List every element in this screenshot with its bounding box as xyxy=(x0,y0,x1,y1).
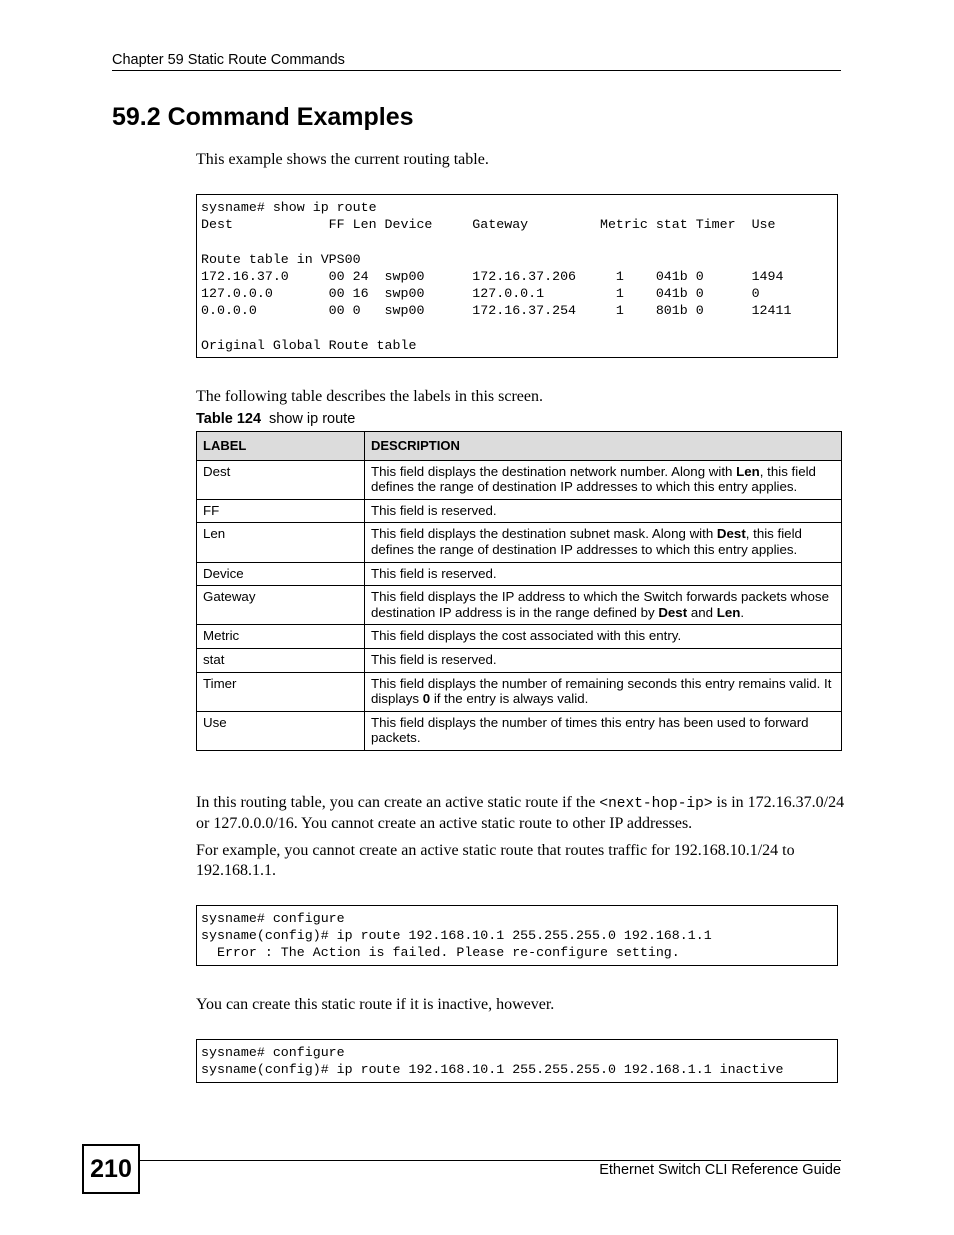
guide-title: Ethernet Switch CLI Reference Guide xyxy=(599,1162,841,1178)
row-label: Timer xyxy=(197,672,365,711)
chapter-header: Chapter 59 Static Route Commands xyxy=(112,52,841,71)
row-label: Len xyxy=(197,523,365,562)
table-row xyxy=(197,672,842,711)
page-number: 210 xyxy=(82,1144,140,1194)
table-row xyxy=(197,562,842,586)
row-label: Use xyxy=(197,711,365,750)
table-caption xyxy=(196,411,355,427)
routing-explanation-text: In this routing table, you can create an active static route if the <next-hop-ip> is in 172.16.37.0/24 or 127.0.0.0/16. You cannot create an active static route to other IP addresses. xyxy=(196,794,845,832)
example-text: For example, you cannot create an active static route that routes traffic for 192.168.10.1/24 to 192.168.1.1. xyxy=(196,842,795,879)
row-label: Metric xyxy=(197,625,365,649)
row-description: This field displays the destination network number. Along with Len, this field defines the range of destination IP addresses to which this entry applies. xyxy=(365,460,842,499)
table-row xyxy=(197,523,842,562)
label-column-header: LABEL xyxy=(197,432,365,461)
table-row xyxy=(197,648,842,672)
row-description: This field is reserved. xyxy=(365,648,842,672)
table-header-row xyxy=(197,432,842,461)
row-label: Gateway xyxy=(197,586,365,625)
row-label: Device xyxy=(197,562,365,586)
row-description: This field displays the cost associated with this entry. xyxy=(365,625,842,649)
row-description: This field displays the number of times this entry has been used to forward packets. xyxy=(365,711,842,750)
table-row xyxy=(197,460,842,499)
intro-text: This example shows the current routing table. xyxy=(196,151,489,168)
table-intro-text: The following table describes the labels in this screen. xyxy=(196,388,544,405)
table-row xyxy=(197,625,842,649)
row-description: This field displays the IP address to which the Switch forwards packets whose destination IP address is in the range defined by Dest and Len. xyxy=(365,586,842,625)
row-label: Dest xyxy=(197,460,365,499)
row-description: This field displays the number of remaining seconds this entry remains valid. It displays 0 if the entry is always valid. xyxy=(365,672,842,711)
description-column-header: DESCRIPTION xyxy=(365,432,842,461)
table-caption-title: show ip route xyxy=(269,411,356,427)
section-title: 59.2 Command Examples xyxy=(112,103,414,131)
row-label: FF xyxy=(197,499,365,523)
table-caption-label: Table 124 xyxy=(196,411,262,427)
code-block-configure-error: sysname# configure sysname(config)# ip route 192.168.10.1 255.255.255.0 192.168.1.1 Error : The Action is failed. Please re-configure setting. xyxy=(196,905,838,966)
table-row xyxy=(197,499,842,523)
row-label: stat xyxy=(197,648,365,672)
code-block-show-ip-route: sysname# show ip route Dest FF Len Device Gateway Metric stat Timer Use Route table in VPS00 172.16.37.0 00 24 swp00 172.16.37.206 1 041b 0 1494 127.0.0.0 00 16 swp00 127.0.0.1 1 041b 0 0 0.0.0.0 00 0 swp00 172.16.37.254 1 801b 0 12411 Original Global Route table xyxy=(196,194,838,358)
next-hop-ip-code: <next-hop-ip> xyxy=(599,796,713,812)
table-row xyxy=(197,711,842,750)
label-description-table xyxy=(196,431,842,751)
row-description: This field is reserved. xyxy=(365,562,842,586)
inactive-route-text: You can create this static route if it is inactive, however. xyxy=(196,996,555,1013)
code-block-configure-inactive: sysname# configure sysname(config)# ip route 192.168.10.1 255.255.255.0 192.168.1.1 inactive xyxy=(196,1039,838,1083)
table-row xyxy=(197,586,842,625)
row-description: This field displays the destination subnet mask. Along with Dest, this field defines the range of destination IP addresses to which this entry applies. xyxy=(365,523,842,562)
row-description: This field is reserved. xyxy=(365,499,842,523)
footer-divider xyxy=(140,1160,841,1161)
